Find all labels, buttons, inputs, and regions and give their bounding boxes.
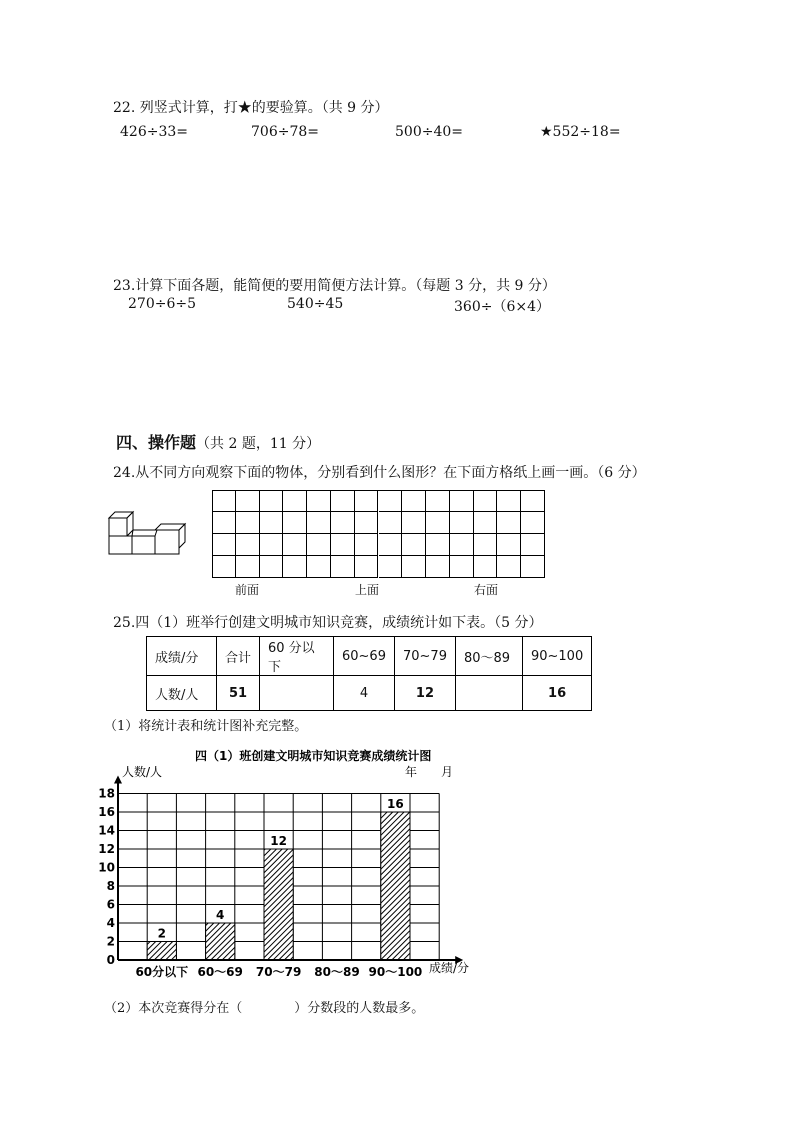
y-tick-label: 10 [98, 860, 115, 875]
y-tick-label: 14 [98, 823, 115, 838]
section-heading-title: 四、操作题 [116, 433, 197, 452]
y-tick-label: 12 [98, 842, 115, 856]
chart-title: 四（1）班创建文明城市知识竞赛成绩统计图 [195, 749, 432, 763]
grid-cell[interactable] [474, 556, 498, 578]
grid-cell[interactable] [331, 556, 355, 578]
section-heading [116, 430, 320, 453]
grid-cell[interactable] [521, 490, 545, 512]
grid-cell[interactable] [497, 490, 521, 512]
grid-cell[interactable] [212, 490, 236, 512]
q22-expr-3: 500÷40= [395, 124, 463, 140]
grid-cell[interactable] [307, 556, 331, 578]
grid-cell[interactable] [260, 512, 284, 534]
grid-cell[interactable] [212, 556, 236, 578]
grid-cell[interactable] [236, 512, 260, 534]
grid-cell[interactable] [497, 512, 521, 534]
grid-cell[interactable] [355, 556, 379, 578]
grid-cell[interactable] [283, 556, 307, 578]
grid-cell[interactable] [331, 490, 355, 512]
table-header-cell: 80～89 [455, 637, 522, 676]
q25-title: 25.四（1）班举行创建文明城市知识竞赛，成绩统计如下表。（5 分） [113, 615, 543, 631]
grid-cell[interactable] [355, 490, 379, 512]
q23-expr-2: 540÷45 [287, 296, 344, 312]
grid-cell[interactable] [497, 534, 521, 556]
grid-cell[interactable] [426, 534, 450, 556]
y-axis-arrow [114, 776, 122, 784]
q22-title: 22. 列竖式计算，打★的要验算。（共 9 分） [113, 100, 389, 116]
q25-sub1: （1）将统计表和统计图补充完整。 [104, 719, 308, 734]
y-tick-label: 2 [106, 934, 115, 949]
chart-date-label: 年 月 [405, 765, 454, 779]
table-cell: 4 [334, 676, 395, 711]
grid-cell[interactable] [355, 534, 379, 556]
y-tick-label: 0 [106, 953, 115, 967]
q23-expr-3: 360÷（6×4） [454, 299, 550, 315]
grid-cell[interactable] [355, 512, 379, 534]
grid-cell[interactable] [260, 556, 284, 578]
table-header-cell: 70~79 [394, 637, 455, 676]
q22-expr-1: 426÷33= [120, 124, 188, 140]
bar [381, 812, 410, 960]
grid-cell[interactable] [426, 556, 450, 578]
grid-cell[interactable] [521, 512, 545, 534]
bar [147, 942, 176, 961]
x-tick-label: 80～89 [314, 965, 360, 979]
grid-cell[interactable] [212, 512, 236, 534]
grid-cell[interactable] [450, 534, 474, 556]
cube-stack-figure [107, 506, 191, 554]
table-cell-blank[interactable] [260, 676, 334, 711]
x-tick-label: 60分以下 [135, 965, 189, 979]
grid-label-top: 上面 [355, 583, 380, 597]
y-tick-label: 6 [106, 897, 115, 912]
section-heading-sub: （共 2 题，11 分） [196, 436, 321, 452]
grid-cell[interactable] [402, 556, 426, 578]
y-tick-label: 8 [106, 879, 115, 893]
grid-cell[interactable] [379, 512, 403, 534]
data-label: 16 [387, 797, 404, 811]
grid-cell[interactable] [331, 534, 355, 556]
grid-cell[interactable] [260, 490, 284, 512]
grid-cell[interactable] [402, 512, 426, 534]
grid-cell[interactable] [236, 534, 260, 556]
grid-paper[interactable] [212, 490, 545, 578]
x-tick-label: 60～69 [197, 965, 243, 979]
table-header-cell: 成绩/分 [147, 637, 217, 676]
y-tick-label: 4 [106, 916, 115, 930]
grid-cell[interactable] [450, 556, 474, 578]
y-axis-label: 人数/人 [122, 765, 163, 779]
q24-title: 24.从不同方向观察下面的物体，分别看到什么图形？在下面方格纸上画一画。（6 分） [113, 465, 646, 481]
grid-cell[interactable] [260, 534, 284, 556]
grid-cell[interactable] [212, 534, 236, 556]
grid-cell[interactable] [426, 512, 450, 534]
y-tick-label: 16 [98, 805, 115, 819]
table-cell: 51 [217, 676, 260, 711]
grid-cell[interactable] [379, 534, 403, 556]
grid-cell[interactable] [521, 534, 545, 556]
grid-cell[interactable] [283, 534, 307, 556]
q22-expr-2: 706÷78= [251, 124, 319, 140]
data-label: 4 [216, 908, 225, 922]
table-cell-blank[interactable] [455, 676, 522, 711]
grid-cell[interactable] [307, 490, 331, 512]
score-table-header-row [147, 637, 592, 676]
table-header-cell: 合计 [217, 637, 260, 676]
score-table-data-row [147, 676, 592, 711]
x-tick-label: 70～79 [255, 965, 302, 979]
grid-label-right: 右面 [474, 583, 499, 597]
table-cell: 12 [394, 676, 455, 711]
data-label: 12 [270, 834, 287, 848]
table-cell: 16 [522, 676, 591, 711]
grid-cell[interactable] [450, 512, 474, 534]
table-cell: 人数/人 [147, 676, 217, 711]
grid-cell[interactable] [402, 534, 426, 556]
table-header-cell: 60 分以下 [260, 637, 334, 676]
y-tick-label: 18 [98, 786, 115, 801]
q23-expr-1: 270÷6÷5 [128, 296, 196, 312]
grid-cell[interactable] [379, 556, 403, 578]
grid-cell[interactable] [474, 534, 498, 556]
grid-cell[interactable] [283, 512, 307, 534]
q23-title: 23.计算下面各题，能简便的要用简便方法计算。（每题 3 分，共 9 分） [113, 278, 556, 294]
x-axis-label: 成绩/分 [429, 961, 470, 975]
grid-label-front: 前面 [235, 583, 260, 597]
grid-cell[interactable] [307, 512, 331, 534]
score-table [146, 636, 592, 711]
grid-cell[interactable] [497, 556, 521, 578]
grid-cell[interactable] [236, 556, 260, 578]
data-label: 2 [157, 926, 166, 941]
bar [264, 849, 293, 960]
table-header-cell: 90~100 [522, 637, 591, 676]
bar [206, 923, 235, 960]
grid-cell[interactable] [236, 490, 260, 512]
grid-cell[interactable] [450, 490, 474, 512]
table-header-cell: 60~69 [334, 637, 395, 676]
grid-cell[interactable] [521, 556, 545, 578]
grid-cell[interactable] [283, 490, 307, 512]
grid-cell[interactable] [474, 512, 498, 534]
grid-cell[interactable] [331, 512, 355, 534]
bar-chart [100, 742, 490, 987]
grid-cell[interactable] [426, 490, 450, 512]
q22-expr-4: ★552÷18= [540, 124, 621, 140]
grid-cell[interactable] [307, 534, 331, 556]
grid-cell[interactable] [474, 490, 498, 512]
grid-cell[interactable] [379, 490, 403, 512]
q25-sub2: （2）本次竞赛得分在（ ）分数段的人数最多。 [104, 1001, 425, 1016]
x-tick-label: 90～100 [368, 965, 423, 979]
grid-cell[interactable] [402, 490, 426, 512]
